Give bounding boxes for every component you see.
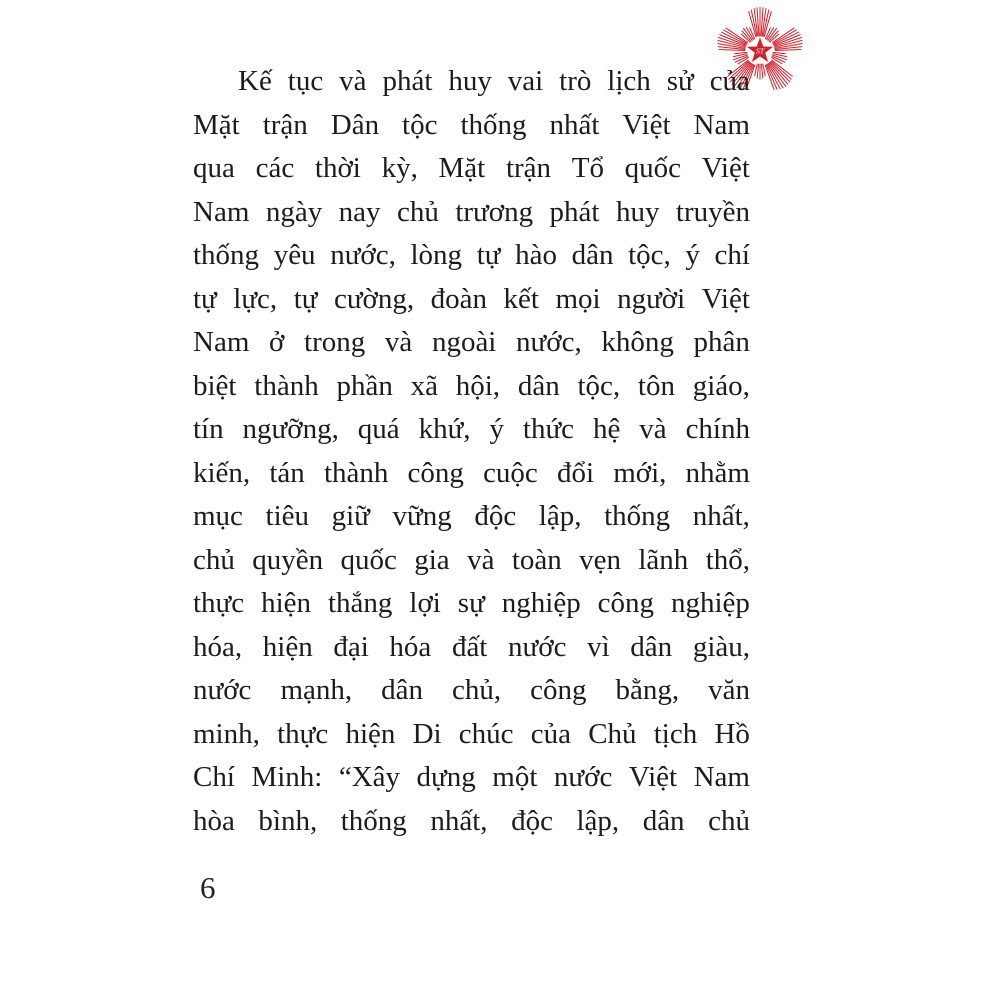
text-line: kiến, tán thành công cuộc đổi mới, nhằm xyxy=(193,456,750,489)
text-line: mục tiêu giữ vững độc lập, thống nhất, xyxy=(193,500,750,533)
text-line: thống yêu nước, lòng tự hào dân tộc, ý chí xyxy=(193,239,750,272)
text-line: Nam ngày nay chủ trương phát huy truyền xyxy=(193,195,750,228)
text-line: Kế tục và phát huy vai trò lịch sử của xyxy=(238,65,750,98)
text-line: qua các thời kỳ, Mặt trận Tổ quốc Việt xyxy=(193,152,750,185)
text-line: chủ quyền quốc gia và toàn vẹn lãnh thổ, xyxy=(193,543,750,576)
text-line: tự lực, tự cường, đoàn kết mọi người Việt xyxy=(193,282,750,315)
text-line: nước mạnh, dân chủ, công bằng, văn xyxy=(193,674,750,707)
text-line: tín ngưỡng, quá khứ, ý thức hệ và chính xyxy=(193,413,750,446)
text-line: hóa, hiện đại hóa đất nước vì dân giàu, xyxy=(193,630,750,663)
text-line: Mặt trận Dân tộc thống nhất Việt Nam xyxy=(193,108,750,141)
text-line: Nam ở trong và ngoài nước, không phân xyxy=(193,326,750,359)
text-line: biệt thành phần xã hội, dân tộc, tôn giáo, xyxy=(193,369,750,402)
page-number: 6 xyxy=(200,870,216,905)
page-text xyxy=(193,60,750,843)
text-line: hòa bình, thống nhất, độc lập, dân chủ xyxy=(193,804,750,837)
logo-monogram: ST xyxy=(755,46,765,56)
text-line: Chí Minh: “Xây dựng một nước Việt Nam xyxy=(193,761,750,794)
text-line: minh, thực hiện Di chúc của Chủ tịch Hồ xyxy=(193,717,750,750)
text-line: thực hiện thắng lợi sự nghiệp công nghiệp xyxy=(193,587,750,620)
